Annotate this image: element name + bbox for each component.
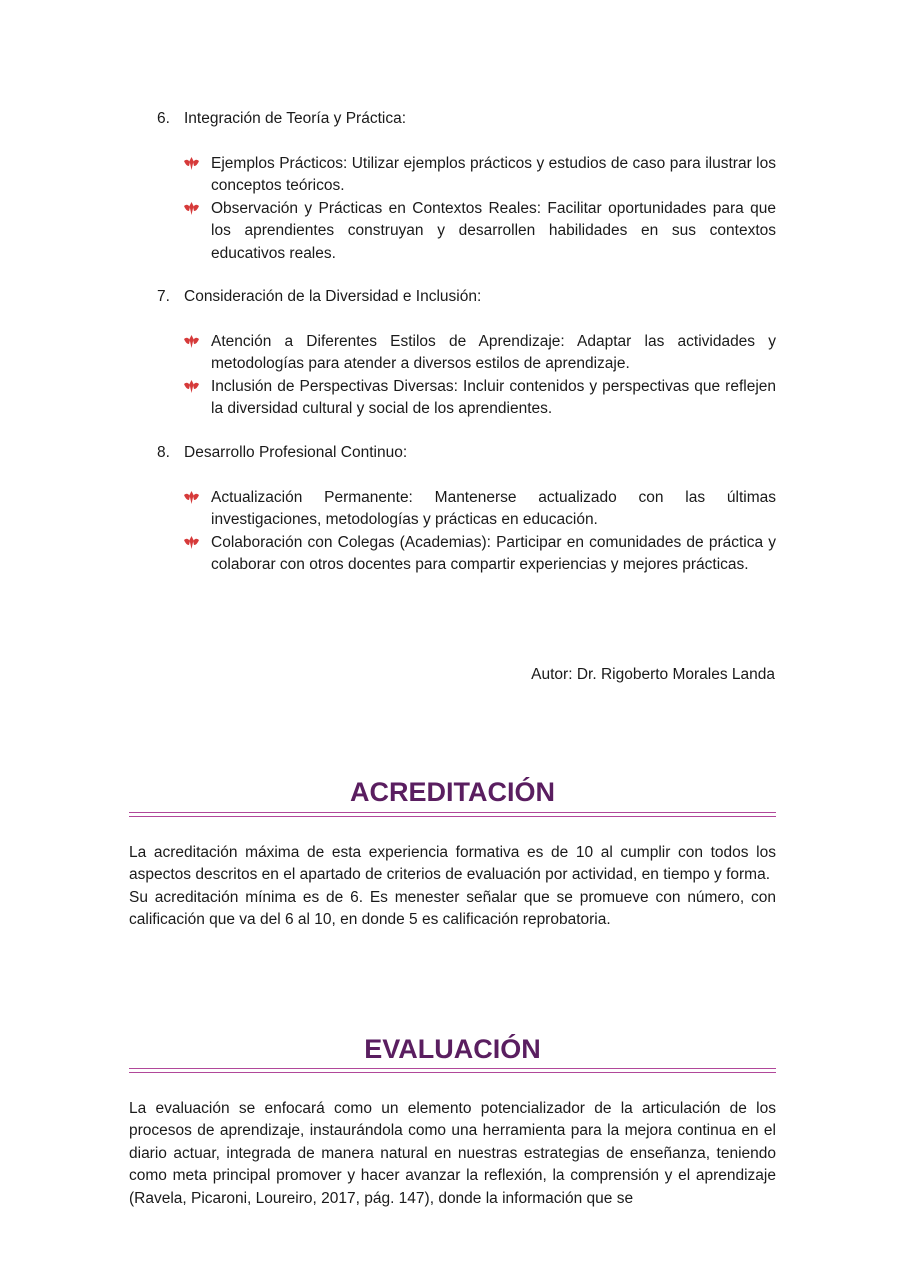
bullet-text: Colaboración con Colegas (Academias): Participar en comunidades de práctica y colaborar con otros docentes para compartir experiencias y mejores prácticas. bbox=[211, 533, 776, 574]
list-heading: Desarrollo Profesional Continuo: bbox=[184, 444, 408, 461]
red-ornament-bullet-icon bbox=[184, 380, 199, 393]
author-signature: Autor: Dr. Rigoberto Morales Landa bbox=[531, 666, 775, 683]
bullet-item bbox=[184, 376, 776, 421]
list-item-8 bbox=[157, 442, 407, 464]
list-number: 6. bbox=[157, 110, 170, 127]
bullet-list-8 bbox=[184, 487, 776, 577]
list-item-7 bbox=[157, 286, 481, 308]
red-ornament-bullet-icon bbox=[184, 335, 199, 348]
evaluacion-paragraph: La evaluación se enfocará como un elemento potencializador de la articulación de los procesos de aprendizaje, instaurándola como una herramienta para la mejora continua en el diario actuar, integrada de manera natural en nuestras estrategias de enseñanza, teniendo como meta principal promover y hacer avanzar la reflexión, la comprensión y el aprendizaje (Ravela, Picaroni, Loureiro, 2017, pág. 147), donde la información que se bbox=[129, 1100, 776, 1207]
bullet-item bbox=[184, 331, 776, 376]
bullet-list-6 bbox=[184, 153, 776, 265]
red-ornament-bullet-icon bbox=[184, 536, 199, 549]
bullet-text: Atención a Diferentes Estilos de Aprendizaje: Adaptar las actividades y metodologías para atender a diversos estilos de aprendizaje. bbox=[211, 333, 776, 373]
bullet-text: Actualización Permanente: Mantenerse actualizado con las últimas investigaciones, metodologías y prácticas en educación. bbox=[211, 489, 776, 529]
heading-divider bbox=[129, 812, 776, 817]
bullet-text: Ejemplos Prácticos: Utilizar ejemplos prácticos y estudios de caso para ilustrar los conceptos teóricos. bbox=[211, 155, 776, 195]
acreditacion-paragraph bbox=[129, 842, 776, 932]
bullet-item bbox=[184, 532, 776, 577]
list-heading: Integración de Teoría y Práctica: bbox=[184, 110, 407, 127]
acreditacion-text-1: La acreditación máxima de esta experiencia formativa es de 10 al cumplir con todos los aspectos descritos en el apartado de criterios de evaluación por actividad, en tiempo y forma. bbox=[129, 844, 776, 884]
acreditacion-text-2: Su acreditación mínima es de 6. Es menester señalar que se promueve con número, con calificación que va del 6 al 10, en donde 5 es calificación reprobatoria. bbox=[129, 888, 776, 929]
bullet-text: Inclusión de Perspectivas Diversas: Incluir contenidos y perspectivas que reflejen la diversidad cultural y social de los aprendientes. bbox=[211, 377, 776, 418]
bullet-item bbox=[184, 153, 776, 198]
list-item-6 bbox=[157, 108, 406, 130]
heading-divider bbox=[129, 1068, 776, 1073]
bullet-item bbox=[184, 487, 776, 532]
acreditacion-heading: ACREDITACIÓN bbox=[350, 777, 555, 807]
red-ornament-bullet-icon bbox=[184, 491, 199, 504]
bullet-item bbox=[184, 198, 776, 265]
red-ornament-bullet-icon bbox=[184, 157, 199, 170]
evaluacion-heading: EVALUACIÓN bbox=[364, 1034, 541, 1064]
bullet-text: Observación y Prácticas en Contextos Reales: Facilitar oportunidades para que los aprendientes construyan y desarrollen habilidades en sus contextos educativos reales. bbox=[211, 199, 776, 262]
list-number: 8. bbox=[157, 444, 170, 461]
bullet-list-7 bbox=[184, 331, 776, 421]
list-number: 7. bbox=[157, 288, 170, 305]
list-heading: Consideración de la Diversidad e Inclusión: bbox=[184, 288, 482, 305]
red-ornament-bullet-icon bbox=[184, 202, 199, 215]
